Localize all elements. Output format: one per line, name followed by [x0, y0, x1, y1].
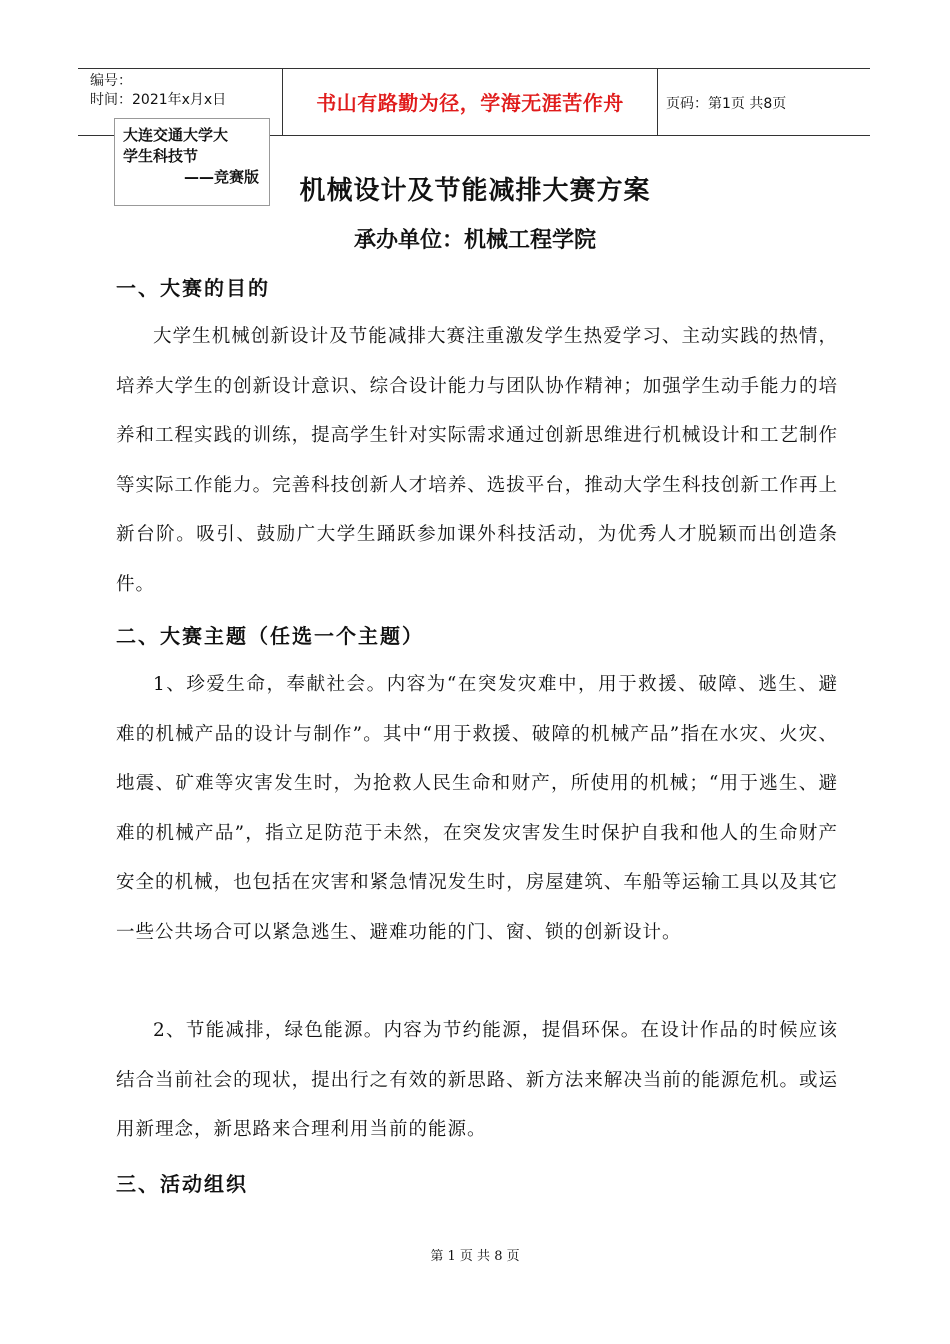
- date-label: 时间：2021年x月x日: [90, 92, 227, 108]
- section-3-heading: 三、活动组织: [116, 1172, 248, 1196]
- section-1-paragraph: 大学生机械创新设计及节能减排大赛注重激发学生热爱学习、主动实践的热情，培养大学生的创新设计意识、综合设计能力与团队协作精神；加强学生动手能力的培养和工程实践的训练，提高学生针对实际需求通过创新思维进行机械设计和工艺制作等实际工作能力。完善科技创新人才培养、选拔平台，推动大学生科技创新工作再上新台阶。吸引、鼓励广大学生踊跃参加课外科技活动，为优秀人才脱颖而出创造条件。: [116, 326, 838, 595]
- section-2-paragraph-2: 2、节能减排，绿色能源。内容为节约能源，提倡环保。在设计作品的时候应该结合当前社会的现状，提出行之有效的新思路、新方法来解决当前的能源危机。或运用新理念，新思路来合理利用当前的能源。: [116, 1020, 838, 1140]
- section-2-paragraph-1: 1、珍爱生命，奉献社会。内容为“在突发灾难中，用于救援、破障、逃生、避难的机械产品的设计与制作”。其中“用于救援、破障的机械产品”指在水灾、火灾、地震、矿难等灾害发生时，为抢救人民生命和财产，所使用的机械；“用于逃生、避难的机械产品”，指立足防范于未然，在突发灾害发生时保护自我和他人的生命财产安全的机械，也包括在灾害和紧急情况发生时，房屋建筑、车船等运输工具以及其它一些公共场合可以紧急逃生、避难功能的门、窗、锁的创新设计。: [116, 674, 838, 943]
- header-motto: 书山有路勤为径，学海无涯苦作舟: [282, 68, 658, 135]
- stamp-line-3: ——竞赛版: [183, 168, 259, 186]
- document-title: 机械设计及节能减排大赛方案: [299, 176, 651, 206]
- number-label: 编号：: [90, 73, 132, 89]
- header-page-info: 页码：第1页 共8页: [666, 96, 787, 112]
- page-footer: 第 1 页 共 8 页: [430, 1249, 520, 1264]
- stamp-line-1: 大连交通大学大: [123, 126, 229, 144]
- document-subtitle: 承办单位：机械工程学院: [353, 227, 596, 253]
- section-2-heading: 二、大赛主题（任选一个主题）: [116, 624, 424, 648]
- section-1-heading: 一、大赛的目的: [116, 276, 270, 300]
- header-meta: [90, 72, 226, 110]
- stamp-line-2: 学生科技节: [123, 147, 199, 165]
